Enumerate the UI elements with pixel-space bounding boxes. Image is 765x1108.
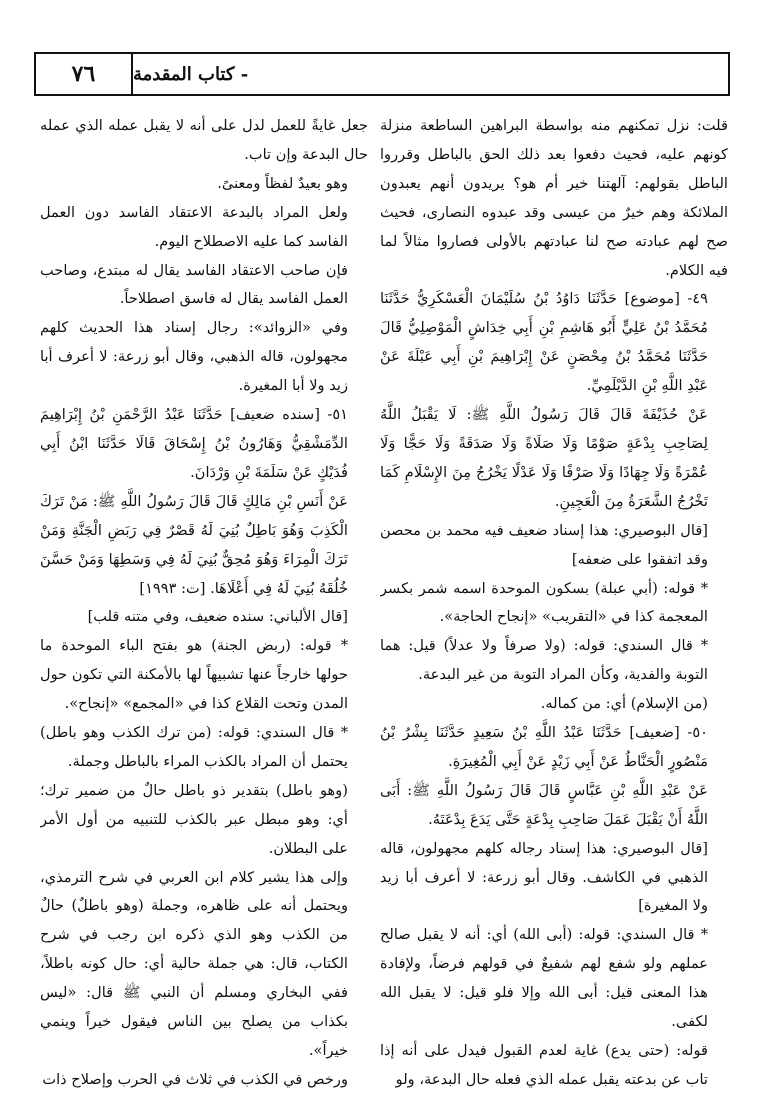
paragraph: فإن صاحب الاعتقاد الفاسد يقال له مبتدع، وصاحب العمل الفاسد يقال له فاسق اصطلاحاً.	[40, 261, 348, 308]
commentary: * قوله: (أبي عبلة) بسكون الموحدة اسمه شمر بكسر المعجمة كذا في «التقريب» «إنجاح الحاجة».	[380, 579, 708, 626]
right-column	[380, 112, 728, 1090]
commentary: * قوله: (ربض الجنة) هو بفتح الباء الموحدة ما حولها خارجاً عنها تشبيهاً لها بالأمكنة التي تكون حول المدن وتحت القلاع كذا في «المجمع» «إنجاح».	[40, 637, 348, 713]
commentary: (وهو باطل) بتقدير ذو باطل حالٌ من ضمير ترك؛ أي: وهو مبطل عبر بالكذب للتنبيه من أول الأمر على البطلان.	[40, 781, 348, 857]
paragraph: ولعل المراد بالبدعة الاعتقاد الفاسد دون العمل الفاسد كما عليه الاصطلاح اليوم.	[40, 203, 348, 250]
commentary: ورخص في الكذب في ثلاث في الحرب وإصلاح ذات	[42, 1070, 348, 1088]
grading-note: [قال البوصيري: هذا إسناد ضعيف فيه محمد بن محصن وقد اتفقوا على ضعفه]	[380, 521, 708, 568]
commentary: * قال السندي: قوله: (أبى الله) أي: أنه لا يقبل صالح عملهم ولو شفع لهم شفيعٌ في قولهم فرضاً، ولإفادة هذا المعنى قيل: أبى الله وإلا فلو قيل: لا يقبل الله لكفى.	[380, 926, 708, 1031]
hadith-49-isnad: ٤٩- [موضوع] حَدَّثَنَا دَاوُدُ بْنُ سُلَيْمَانَ الْعَسْكَرِيُّ حَدَّثَنَا مُحَمَّدُ بْنُ عَلِيٍّ أَبُو هَاشِمِ بْنِ أَبِي خِدَاشٍ الْمَوْصِلِيُّ قَالَ حَدَّثَنَا مُحَمَّدُ بْنُ مِحْصَنٍ عَنْ إِبْرَاهِيمَ بْنِ أَبِي عَبْلَةَ عَنْ عَبْدِ اللَّهِ بْنِ الدَّيْلَمِيِّ.	[380, 290, 708, 395]
commentary: * قال السندي: قوله: (من ترك الكذب وهو باطل) يحتمل أن المراد بالكذب المراء بالباطل وجملة.	[40, 724, 348, 770]
book-title: - كتاب المقدمة	[133, 63, 249, 85]
paragraph: قلت: نزل تمكنهم منه بواسطة البراهين الساطعة منزلة كونهم عليه، فحيث دفعوا بعد ذلك الحق بالباطل وقرروا الباطل بقولهم: آلهتنا خير أم هو؟ يريدون أنهم يعبدون الملائكة وهم خيرٌ من عيسى وقد عبدوه النصارى، فحيث صح لهم عبادته صح لنا عبادتهم بالأولى فصاروا مثالاً لما فيه الكلام.	[380, 117, 728, 279]
hadith-51-isnad: ٥١- [سنده ضعيف] حَدَّثَنَا عَبْدُ الرَّحْمَنِ بْنُ إِبْرَاهِيمَ الدِّمَشْقِيُّ وَهَارُونُ بْنُ إِسْحَاقَ قَالَا حَدَّثَنَا ابْنُ أَبِي فُدَيْكٍ عَنْ سَلَمَةَ بْنِ وَرْدَانَ.	[40, 406, 348, 481]
hadith-50-isnad: ٥٠- [ضعيف] حَدَّثَنَا عَبْدُ اللَّهِ بْنُ سَعِيدٍ حَدَّثَنَا بِشْرُ بْنُ مَنْصُورٍ الْحَنَّاطُ عَنْ أَبِي زَيْدٍ عَنْ أَبِي الْمُغِيرَةِ.	[380, 724, 708, 770]
zawaid-note: وفي «الزوائد»: رجال إسناد هذا الحديث كلهم مجهولون، قاله الذهبي، وقال أبو زرعة: لا أعرف أبا زيد ولا أبا المغيرة.	[40, 319, 348, 395]
commentary: وإلى هذا يشير كلام ابن العربي في شرح الترمذي، ويحتمل أنه على ظاهره، وجملة (وهو باطلٌ) حالٌ من الكذب وهو الذي ذكره ابن رجب في شرح الكتاب، قال: هي جملة حالية أي: حال كونه باطلاً، ففي البخاري ومسلم أن النبي ﷺ قال: «ليس بكذاب من يصلح بين الناس فيقول خيراً وينمي خيراً».	[40, 868, 348, 1059]
hadith-50-matn: عَنْ عَبْدِ اللَّهِ بْنِ عَبَّاسٍ قَالَ قَالَ رَسُولُ اللَّهِ ﷺ: أَبَى اللَّهُ أَنْ يَقْبَلَ عَمَلَ صَاحِبِ بِدْعَةٍ حَتَّى يَدَعَ بِدْعَتَهُ.	[380, 781, 708, 828]
left-column	[40, 112, 368, 1090]
hadith-51-matn: عَنْ أَنَسِ بْنِ مَالِكٍ قَالَ قَالَ رَسُولُ اللَّهِ ﷺ: مَنْ تَرَكَ الْكَذِبَ وَهُوَ بَاطِلٌ بُنِيَ لَهُ قَصْرٌ فِي رَبَضِ الْجَنَّةِ وَمَنْ تَرَكَ الْمِرَاءَ وَهُوَ مُحِقٌّ بُنِيَ لَهُ فِي وَسَطِهَا وَمَنْ حَسَّنَ خُلُقَهُ بُنِيَ لَهُ فِي أَعْلَاهَا. [ت: ١٩٩٣]	[40, 492, 348, 597]
hadith-49-matn: عَنْ حُذَيْفَةَ قَالَ قَالَ رَسُولُ اللَّهِ ﷺ: لَا يَقْبَلُ اللَّهُ لِصَاحِبِ بِدْعَةٍ صَوْمًا وَلَا صَلَاةً وَلَا صَدَقَةً وَلَا حَجًّا وَلَا عُمْرَةً وَلَا جِهَادًا وَلَا صَرْفًا وَلَا عَدْلًا يَخْرُجُ مِنَ الإِسْلَامِ كَمَا تَخْرُجُ الشَّعَرَةُ مِنَ الْعَجِينِ.	[380, 406, 708, 510]
grading-note: [قال الألباني: سنده ضعيف، وفي متنه قلب]	[87, 608, 348, 626]
commentary: * قال السندي: قوله: (ولا صرفاً ولا عدلاً) قيل: هما التوبة والفدية، وكأن المراد التوبة من غير البدعة.	[380, 637, 708, 684]
commentary: قوله: (حتى يدع) غاية لعدم القبول فيدل على أنه إذا تاب عن بدعته يقبل عمله الذي فعله حال البدعة، ولو	[380, 1042, 708, 1088]
grading-note: [قال البوصيري: هذا إسناد رجاله كلهم مجهولون، قاله الذهبي في الكاشف. وقال أبو زرعة: لا أعرف أبا زيد ولا المغيرة]	[380, 839, 708, 915]
paragraph: وهو بعيدٌ لفظاً ومعنىً.	[217, 174, 348, 192]
page-number: ٧٦	[71, 61, 96, 87]
commentary: (من الإسلام) أي: من كماله.	[540, 695, 708, 713]
page-header	[34, 52, 730, 96]
paragraph: جعل غايةً للعمل لدل على أنه لا يقبل عمله الذي عمله حال البدعة وإن تاب.	[40, 117, 368, 163]
